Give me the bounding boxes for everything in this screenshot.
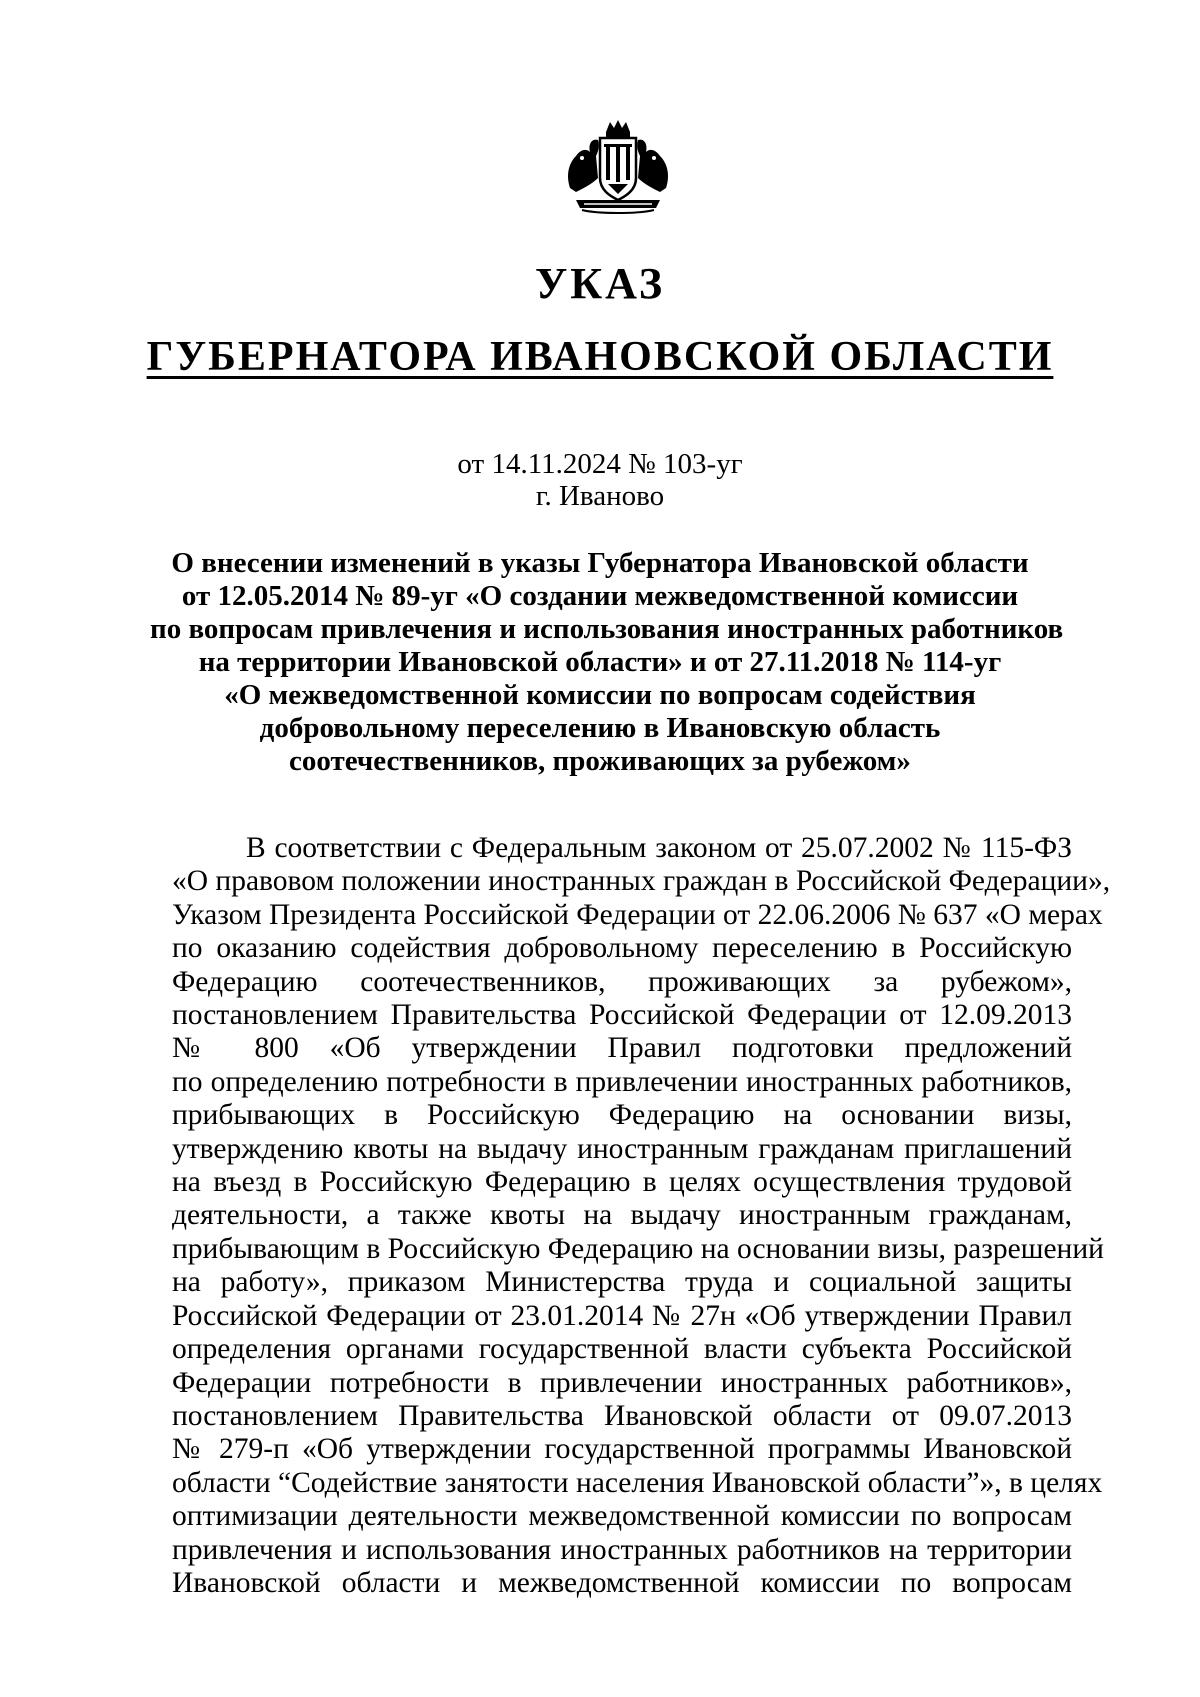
body-line: оптимизации деятельности межведомственной комиссии по вопросам <box>172 1500 1072 1533</box>
subject-line: соотечественников, проживающих за рубежом» <box>289 745 911 777</box>
document-city: г. Иваново <box>535 480 665 512</box>
document-body <box>172 832 1111 1600</box>
body-line: определения органами государственной власти субъекта Российской <box>172 1333 1072 1366</box>
body-line: Ивановской области и межведомственной комиссии по вопросам <box>172 1566 1072 1599</box>
body-line: «О правовом положении иностранных граждан в Российской Федерации», <box>172 865 1111 898</box>
body-line: прибывающим в Российскую Федерацию на основании визы, разрешений <box>172 1232 1104 1265</box>
coat-of-arms-icon <box>562 118 674 216</box>
subject-line: на территории Ивановской области» и от 27.11.2018 № 114-уг <box>198 646 1002 678</box>
body-line: на въезд в Российскую Федерацию в целях осуществления трудовой <box>172 1166 1072 1199</box>
body-line: привлечения и использования иностранных работников на территории <box>172 1533 1072 1566</box>
body-line: Российской Федерации от 23.01.2014 № 27н «Об утверждении Правил <box>172 1299 1072 1332</box>
document-issuer-text: ГУБЕРНАТОРА ИВАНОВСКОЙ ОБЛАСТИ <box>146 334 1054 380</box>
document-title: УКАЗ <box>534 259 666 308</box>
body-line: деятельности, а также квоты на выдачу иностранным гражданам, <box>172 1199 1072 1232</box>
body-line: № 279-п «Об утверждении государственной программы Ивановской <box>172 1433 1072 1466</box>
subject-line: по вопросам привлечения и использования иностранных работников <box>150 613 1064 645</box>
body-line: Федерации потребности в привлечении иностранных работников», <box>172 1366 1072 1399</box>
body-line: прибывающих в Российскую Федерацию на основании визы, <box>172 1099 1072 1132</box>
subject-line: от 12.05.2014 № 89-уг «О создании межведомственной комиссии <box>181 580 1019 612</box>
body-line: по определению потребности в привлечении иностранных работников, <box>172 1065 1072 1098</box>
subject-line: О внесении изменений в указы Губернатора Ивановской области <box>171 547 1029 579</box>
body-line: Указом Президента Российской Федерации от 22.06.2006 № 637 «О мерах <box>172 898 1103 931</box>
body-line: постановлением Правительства Ивановской области от 09.07.2013 <box>172 1399 1072 1432</box>
body-line: утверждению квоты на выдачу иностранным гражданам приглашений <box>172 1132 1072 1165</box>
body-line: постановлением Правительства Российской Федерации от 12.09.2013 <box>172 999 1072 1032</box>
body-line: Федерацию соотечественников, проживающих за рубежом», <box>172 965 1072 998</box>
body-line: по оказанию содействия добровольному переселению в Российскую <box>172 932 1072 965</box>
document-issuer <box>0 333 1200 381</box>
subject-line: добровольному переселению в Ивановскую область <box>259 712 941 744</box>
document-date-number: от 14.11.2024 № 103-уг <box>457 448 743 480</box>
body-line: на работу», приказом Министерства труда и социальной защиты <box>172 1266 1072 1299</box>
body-line: В соответствии с Федеральным законом от 25.07.2002 № 115-ФЗ <box>246 832 1072 864</box>
body-line: области “Содействие занятости населения Ивановской области”», в целях <box>172 1466 1103 1499</box>
subject-line: «О межведомственной комиссии по вопросам содействия <box>224 679 976 711</box>
document-subject <box>150 547 1064 778</box>
body-line: № 800 «Об утверждении Правил подготовки предложений <box>172 1032 1072 1065</box>
